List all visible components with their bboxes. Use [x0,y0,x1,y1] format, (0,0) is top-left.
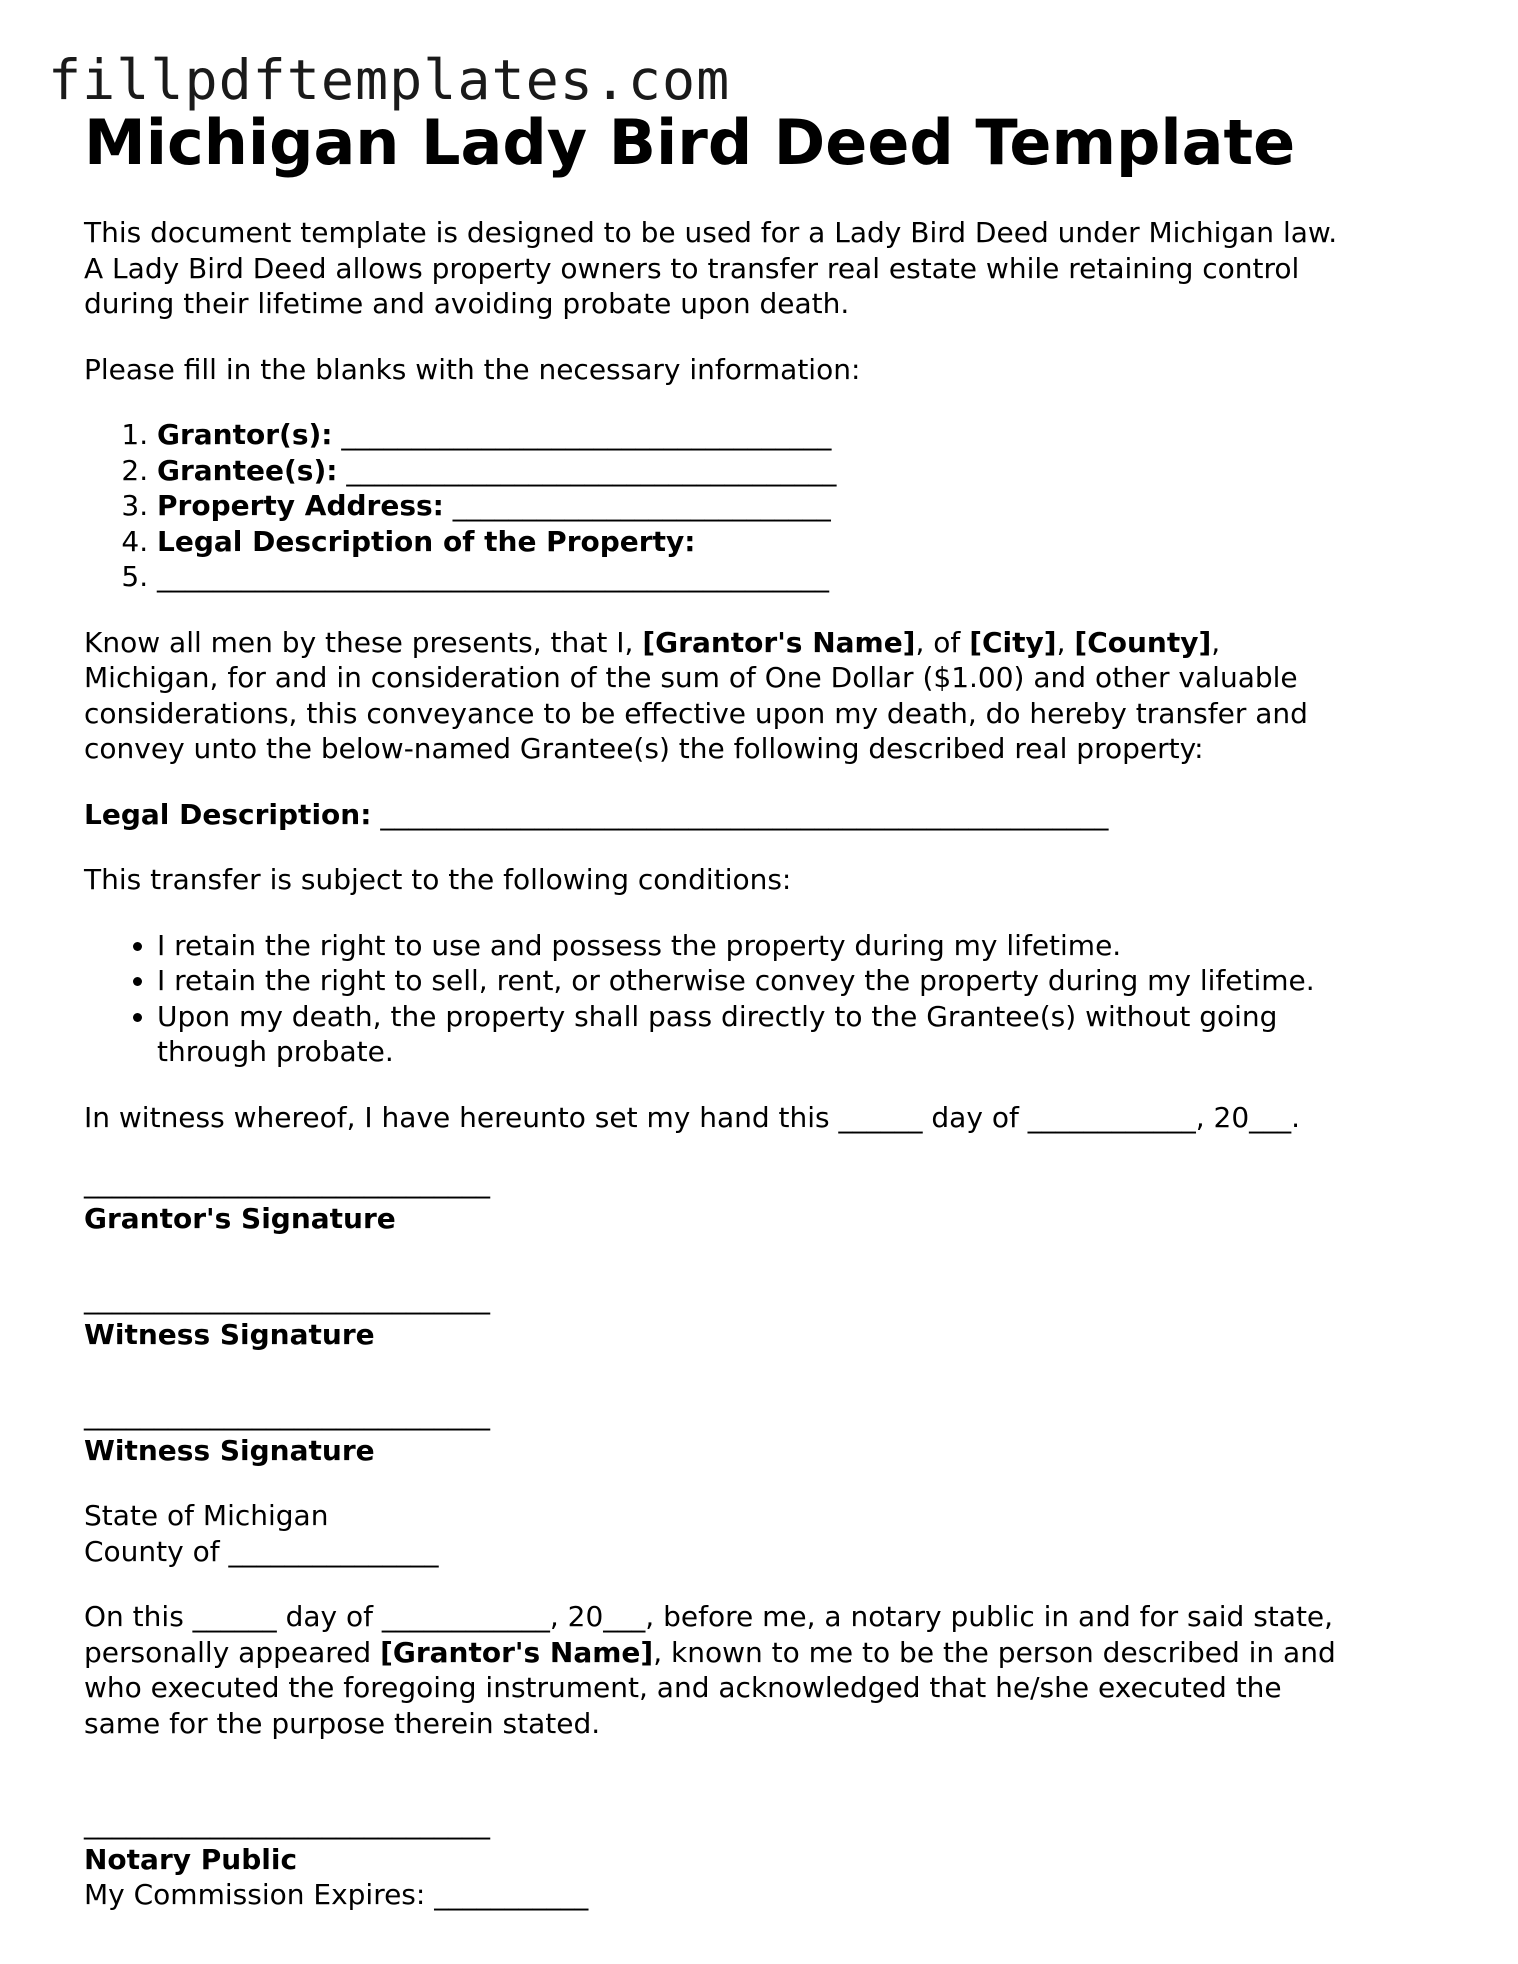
acknowledgment-text: , known to me to be the person described in and [653,1635,1336,1669]
signature-label [84,1201,1454,1237]
fill-instruction: Please fill in the blanks with the necessary information: [84,352,861,386]
city-placeholder: [City] [969,625,1057,659]
condition-text: Upon my death, the property shall pass directly to the Grantee(s) without going [157,999,1278,1033]
field-label: Property Address: [157,489,444,522]
notary-acknowledgment [84,1599,1454,1741]
field-property-address [157,488,1454,524]
signature-line[interactable]: _____________________________ [84,1282,490,1315]
conditions-intro: This transfer is subject to the following conditions: [84,863,792,896]
grantor-name-placeholder: [Grantor's Name] [380,1635,654,1669]
conveyance-text: , [1211,625,1221,659]
condition-continuation: through probate. [157,1035,394,1068]
field-grantors [157,417,1454,453]
intro-line: A Lady Bird Deed allows property owners to transfer real estate while retaining control [84,251,1300,285]
state-line: State of Michigan [84,1499,329,1532]
signature-label-text: Witness Signature [84,1317,375,1351]
conveyance-paragraph [84,625,1454,767]
document-page [84,105,1454,1913]
acknowledgment-text: personally appeared [84,1635,381,1669]
field-blank[interactable]: ___________________________________ [332,418,832,451]
witness-clause: In witness whereof, I have hereunto set my hand this ______ day of ____________, 20___. [84,1100,1301,1134]
field-blank[interactable]: ________________________________________________ [157,560,829,593]
conveyance-line: considerations, this conveyance to be effective upon my death, do hereby transfer and [84,696,1308,730]
fields-list [84,417,1454,595]
witness-signature-block [84,1397,1454,1468]
condition-item: • I retain the right to sell, rent, or otherwise convey the property during my lifetime. [157,963,1454,999]
conveyance-text: , of [915,625,970,659]
notary-label [84,1842,1454,1878]
acknowledgment-line: who executed the foregoing instrument, and acknowledged that he/she executed the [84,1671,1282,1704]
signature-label [84,1317,1454,1353]
conveyance-line [84,625,1454,661]
conditions-list [84,928,1454,1070]
field-blank-line [157,559,1454,595]
signature-label-text: Witness Signature [84,1433,375,1467]
notary-venue [84,1498,1454,1569]
legal-description-line [84,797,1454,833]
acknowledgment-line [84,1635,1454,1671]
signature-label-text: Grantor's Signature [84,1201,396,1235]
document-title: Michigan Lady Bird Deed Template [84,106,1296,179]
signature-line[interactable]: _____________________________ [84,1166,490,1199]
watermark-text: fillpdftemplates.com [48,48,731,112]
conveyance-line: convey unto the below-named Grantee(s) the following described real property: [84,732,1204,765]
grantor-name-placeholder: [Grantor's Name] [642,625,916,659]
county-placeholder: [County] [1074,625,1212,659]
field-legal-description [157,524,1454,560]
county-line: County of _______________ [84,1534,439,1568]
condition-item: • I retain the right to use and possess the property during my lifetime. [157,928,1454,964]
notary-label-text: Notary Public [84,1842,298,1876]
field-label: Legal Description of the Property: [157,524,696,558]
acknowledgment-line: On this ______ day of ____________, 20___, before me, a notary public in and for said state, [84,1600,1334,1633]
signature-line[interactable]: _____________________________ [84,1398,490,1431]
field-blank[interactable]: ___________________________ [443,489,831,522]
condition-item [157,999,1454,1070]
grantor-signature-block [84,1165,1454,1236]
legal-description-label: Legal Description: [84,797,372,831]
signature-label [84,1433,1454,1469]
intro-paragraph [84,215,1454,322]
field-label: Grantee(s): [157,453,338,487]
witness-signature-block [84,1281,1454,1352]
legal-description-blank[interactable]: ____________________________________________________ [371,797,1109,831]
intro-line: This document template is designed to be used for a Lady Bird Deed under Michigan law. [84,216,1338,249]
conveyance-line: Michigan, for and in consideration of the sum of One Dollar ($1.00) and other valuable [84,661,1298,694]
conveyance-text: Know all men by these presents, that I, [84,625,643,659]
acknowledgment-line: same for the purpose therein stated. [84,1706,601,1740]
field-label: Grantor(s): [157,418,333,451]
conveyance-text: , [1056,625,1075,659]
field-grantees [157,453,1454,489]
field-blank[interactable]: ___________________________________ [337,453,837,487]
notary-signature-block [84,1806,1454,1913]
commission-expires: My Commission Expires: ___________ [84,1878,589,1911]
signature-line[interactable]: _____________________________ [84,1807,490,1840]
intro-line: during their lifetime and avoiding probate upon death. [84,287,850,320]
